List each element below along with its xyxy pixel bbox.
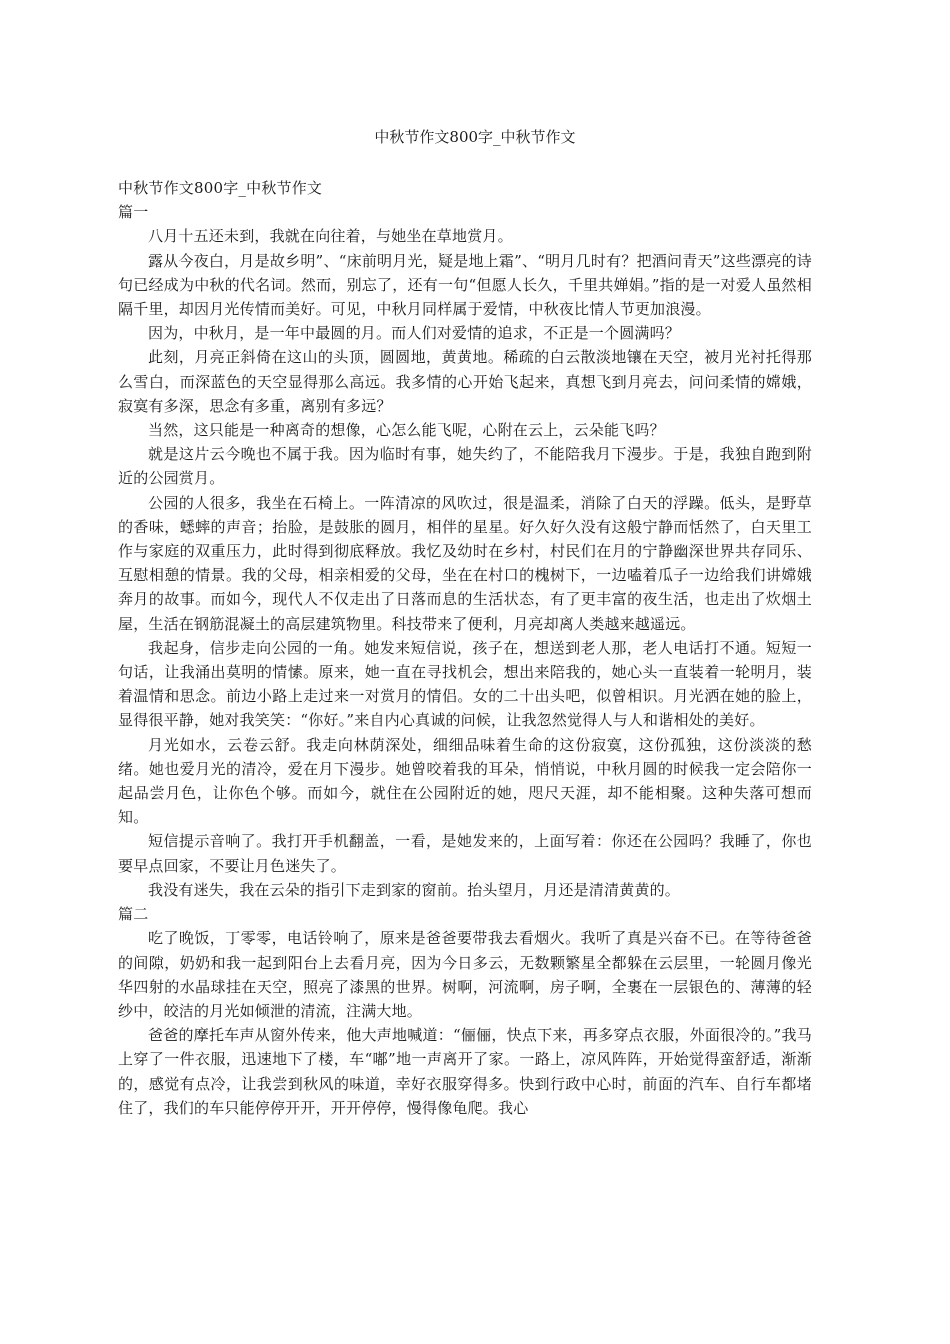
paragraph: 我起身，信步走向公园的一角。她发来短信说，孩子在，想送到老人那，老人电话打不通。短短一句话，让我涌出莫明的情愫。原来，她一直在寻找机会，想出来陪我的，她心头一直装着一轮明月，装着温情和思念。前边小路上走过来一对赏月的情侣。女的二十出头吧，似曾相识。月光洒在她的脸上，显得很平静，她对我笑笑：“你好。”来自内心真诚的问候，让我忽然觉得人与人和谐相处的美好。 [118, 638, 812, 730]
paragraph: 短信提示音响了。我打开手机翻盖，一看，是她发来的，上面写着：你还在公园吗？我睡了，你也要早点回家，不要让月色迷失了。 [118, 832, 812, 875]
section-heading-1: 篇一 [118, 203, 149, 222]
paragraph: 爸爸的摩托车声从窗外传来，他大声地喊道：“俪俪，快点下来，再多穿点衣服，外面很冷的。”我马上穿了一件衣服，迅速地下了楼，车“嘟”地一声离开了家。一路上，凉风阵阵，开始觉得蛮舒适，渐渐的，感觉有点冷，让我尝到秋风的味道，幸好衣服穿得多。快到行政中心时，前面的汽车、自行车都堵住了，我们的车只能停停开开，开开停停，慢得像龟爬。我心 [118, 1026, 812, 1117]
document-body [118, 176, 812, 1120]
paragraph: 因为，中秋月，是一年中最圆的月。而人们对爱情的追求，不正是一个圆满吗？ [148, 324, 681, 343]
paragraph: 八月十五还未到，我就在向往着，与她坐在草地赏月。 [148, 227, 513, 246]
paragraph: 露从今夜白，月是故乡明”、“床前明月光，疑是地上霜”、“明月几时有？把酒问青天”这些漂亮的诗句已经成为中秋的代名词。然而，别忘了，还有一句“但愿人长久，千里共婵娟。”指的是一对爱人虽然相隔千里，却因月光传情而美好。可见，中秋月同样属于爱情，中秋夜比情人节更加浪漫。 [118, 251, 812, 319]
paragraph: 吃了晚饭，丁零零，电话铃响了，原来是爸爸要带我去看烟火。我听了真是兴奋不已。在等待爸爸的间隙，奶奶和我一起到阳台上去看月亮，因为今日多云，无数颗繁星全都躲在云层里，一轮圆月像光华四射的水晶球挂在天空，照亮了漆黑的世界。树啊，河流啊，房子啊，全裹在一层银色的、薄薄的轻纱中，皎洁的月光如倾泄的清流，注满大地。 [118, 929, 812, 1020]
paragraph: 公园的人很多，我坐在石椅上。一阵清凉的风吹过，很是温柔，消除了白天的浮躁。低头，是野草的香味，蟋蟀的声音；抬脸，是鼓胀的圆月，相伴的星星。好久好久没有这般宁静而恬然了，白天里工作与家庭的双重压力，此时得到彻底释放。我忆及幼时在乡村，村民们在月的宁静幽深世界共存同乐、互慰相憩的情景。我的父母，相亲相爱的父母，坐在在村口的槐树下，一边嗑着瓜子一边给我们讲嫦娥奔月的故事。而如今，现代人不仅走出了日落而息的生活状态，有了更丰富的夜生活，也走出了炊烟土屋，生活在钢筋混凝土的高层建筑物里。科技带来了便利，月亮却离人类越来越遥远。 [118, 493, 812, 633]
document-subtitle: 中秋节作文800字_中秋节作文 [118, 179, 323, 197]
paragraph: 月光如水，云卷云舒。我走向林荫深处，细细品味着生命的这份寂寞，这份孤独，这份淡淡的愁绪。她也爱月光的清冷，爱在月下漫步。她曾咬着我的耳朵，悄悄说，中秋月圆的时候我一定会陪你一起品尝月色，让你色个够。而如今，就住在公园附近的她，咫尺天涯，却不能相聚。这种失落可想而知。 [118, 735, 812, 827]
paragraph: 我没有迷失，我在云朵的指引下走到家的窗前。抬头望月，月还是清清黄黄的。 [148, 880, 681, 899]
paragraph: 此刻，月亮正斜倚在这山的头顶，圆圆地，黄黄地。稀疏的白云散淡地镶在天空，被月光衬托得那么雪白，而深蓝色的天空显得那么高远。我多情的心开始飞起来，真想飞到月亮去，问问柔情的嫦娥，寂寞有多深，思念有多重，离别有多远？ [118, 348, 812, 415]
section-heading-2: 篇二 [118, 905, 149, 924]
page-title: 中秋节作文800字_中秋节作文 [374, 128, 576, 146]
paragraph: 当然，这只能是一种离奇的想像，心怎么能飞呢，心附在云上，云朵能飞吗？ [148, 421, 665, 440]
paragraph: 就是这片云今晚也不属于我。因为临时有事，她失约了，不能陪我月下漫步。于是，我独自跑到附近的公园赏月。 [118, 445, 812, 488]
